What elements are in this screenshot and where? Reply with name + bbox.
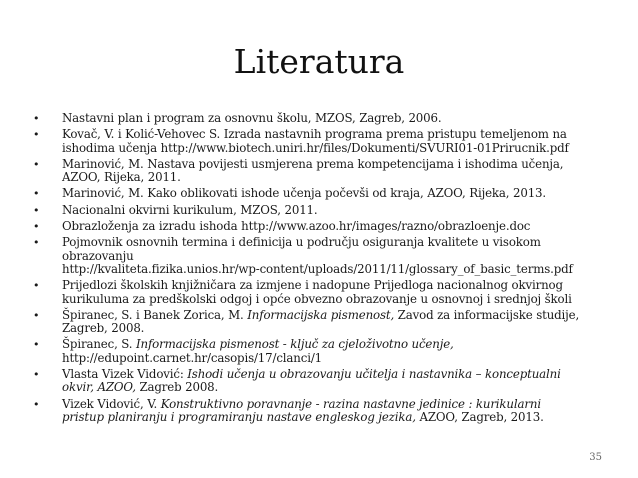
reference-item xyxy=(33,279,628,306)
reference-item xyxy=(33,158,628,185)
reference-text: Špiranec, S. xyxy=(62,337,136,352)
reference-italic-text: Ishodi učenja u obrazovanju učitelja i nastavnika – konceptualni xyxy=(187,367,561,382)
reference-text: Špiranec, S. i Banek Zorica, M. xyxy=(62,307,248,322)
reference-item xyxy=(33,128,628,155)
reference-italic-text: pristup planiranju i programiranju nastave engleskog jezika, xyxy=(62,409,416,424)
reference-text: Vizek Vidović, V. xyxy=(62,396,161,411)
reference-item xyxy=(33,204,628,217)
bullet-icon: • xyxy=(33,338,40,352)
reference-text: Nacionalni okvirni kurikulum, MZOS, 2011. xyxy=(62,202,318,217)
reference-text: Marinović, M. Kako oblikovati ishode učenja počevši od kraja, AZOO, Rijeka, 2013. xyxy=(62,186,547,201)
reference-text: Vlasta Vizek Vidović: xyxy=(62,367,188,382)
reference-line xyxy=(62,322,628,335)
bullet-icon: • xyxy=(33,236,40,250)
reference-text: Prijedlozi školskih knjižničara za izmjene i nadopune Prijedloga nacionalnog okvirnog xyxy=(62,278,563,293)
reference-italic-text: Informacijska pismenost, xyxy=(247,307,395,322)
reference-text: http://edupoint.carnet.hr/casopis/17/clanci/1 xyxy=(62,350,323,365)
reference-line xyxy=(62,142,628,155)
reference-line xyxy=(62,279,628,292)
reference-text: Kovač, V. i Kolić-Vehovec S. Izrada nastavnih programa prema pristupu temeljenom na xyxy=(62,127,567,142)
reference-line xyxy=(62,293,628,306)
bullet-icon: • xyxy=(33,157,40,171)
bullet-icon: • xyxy=(33,368,40,382)
reference-text: Obrazloženja za izradu ishoda http://www.azoo.hr/images/razno/obrazloenje.doc xyxy=(62,219,531,234)
bullet-icon: • xyxy=(33,128,40,142)
reference-text: Zavod za informacijske studije, xyxy=(394,307,580,322)
bullet-icon: • xyxy=(33,203,40,217)
reference-line xyxy=(62,171,628,184)
reference-line xyxy=(62,263,628,276)
reference-line xyxy=(62,338,628,351)
reference-line xyxy=(62,204,628,217)
reference-text: http://kvaliteta.fizika.unios.hr/wp-content/uploads/2011/11/glossary_of_basic_terms.pdf xyxy=(62,261,573,276)
reference-italic-text: Informacijska pismenost - ključ za cjeloživotno učenje, xyxy=(135,337,454,352)
reference-item xyxy=(33,187,628,200)
reference-text: ishodima učenja http://www.biotech.uniri.hr/files/Dokumenti/SVURI01-01Prirucnik.pdf xyxy=(62,140,569,155)
reference-text: Zagreb, 2008. xyxy=(62,321,145,336)
reference-text: obrazovanju xyxy=(62,248,134,263)
reference-item xyxy=(33,112,628,125)
bullet-icon: • xyxy=(33,308,40,322)
reference-line xyxy=(62,187,628,200)
reference-line xyxy=(62,128,628,141)
reference-item xyxy=(33,338,628,365)
reference-item xyxy=(33,236,628,276)
reference-text: AZOO, Rijeka, 2011. xyxy=(62,170,181,185)
reference-italic-text: Konstruktivno poravnanje - razina nastavne jedinice : kurikularni xyxy=(160,396,541,411)
reference-text: Zagreb 2008. xyxy=(135,380,219,395)
reference-line xyxy=(62,309,628,322)
reference-item xyxy=(33,398,628,425)
reference-line xyxy=(62,158,628,171)
slide-title: Literatura xyxy=(233,42,405,81)
page-number: 35 xyxy=(589,452,602,463)
reference-text: kurikuluma za predškolski odgoj i opće obvezno obrazovanje u osnovnoj i srednjoj školi xyxy=(62,291,572,306)
bullet-icon: • xyxy=(33,220,40,234)
reference-text: AZOO, Zagreb, 2013. xyxy=(415,409,544,424)
reference-text: Marinović, M. Nastava povijesti usmjerena prema kompetencijama i ishodima učenja, xyxy=(62,156,564,171)
reference-line xyxy=(62,368,628,381)
reference-line xyxy=(62,236,628,249)
bullet-icon: • xyxy=(33,187,40,201)
bullet-icon: • xyxy=(33,279,40,293)
reference-line xyxy=(62,250,628,263)
reference-line xyxy=(62,381,628,394)
reference-italic-text: okvir, AZOO, xyxy=(62,380,136,395)
reference-line xyxy=(62,398,628,411)
reference-line xyxy=(62,220,628,233)
bullet-icon: • xyxy=(33,397,40,411)
reference-item xyxy=(33,309,628,336)
reference-item xyxy=(33,368,628,395)
reference-text: Nastavni plan i program za osnovnu školu, MZOS, Zagreb, 2006. xyxy=(62,111,442,125)
reference-line xyxy=(62,411,628,424)
bullet-icon: • xyxy=(33,112,40,125)
reference-line xyxy=(62,112,628,125)
reference-list xyxy=(33,112,628,427)
reference-item xyxy=(33,220,628,233)
reference-text: Pojmovnik osnovnih termina i definicija u području osiguranja kvalitete u visokom xyxy=(62,235,541,250)
reference-line xyxy=(62,352,628,365)
